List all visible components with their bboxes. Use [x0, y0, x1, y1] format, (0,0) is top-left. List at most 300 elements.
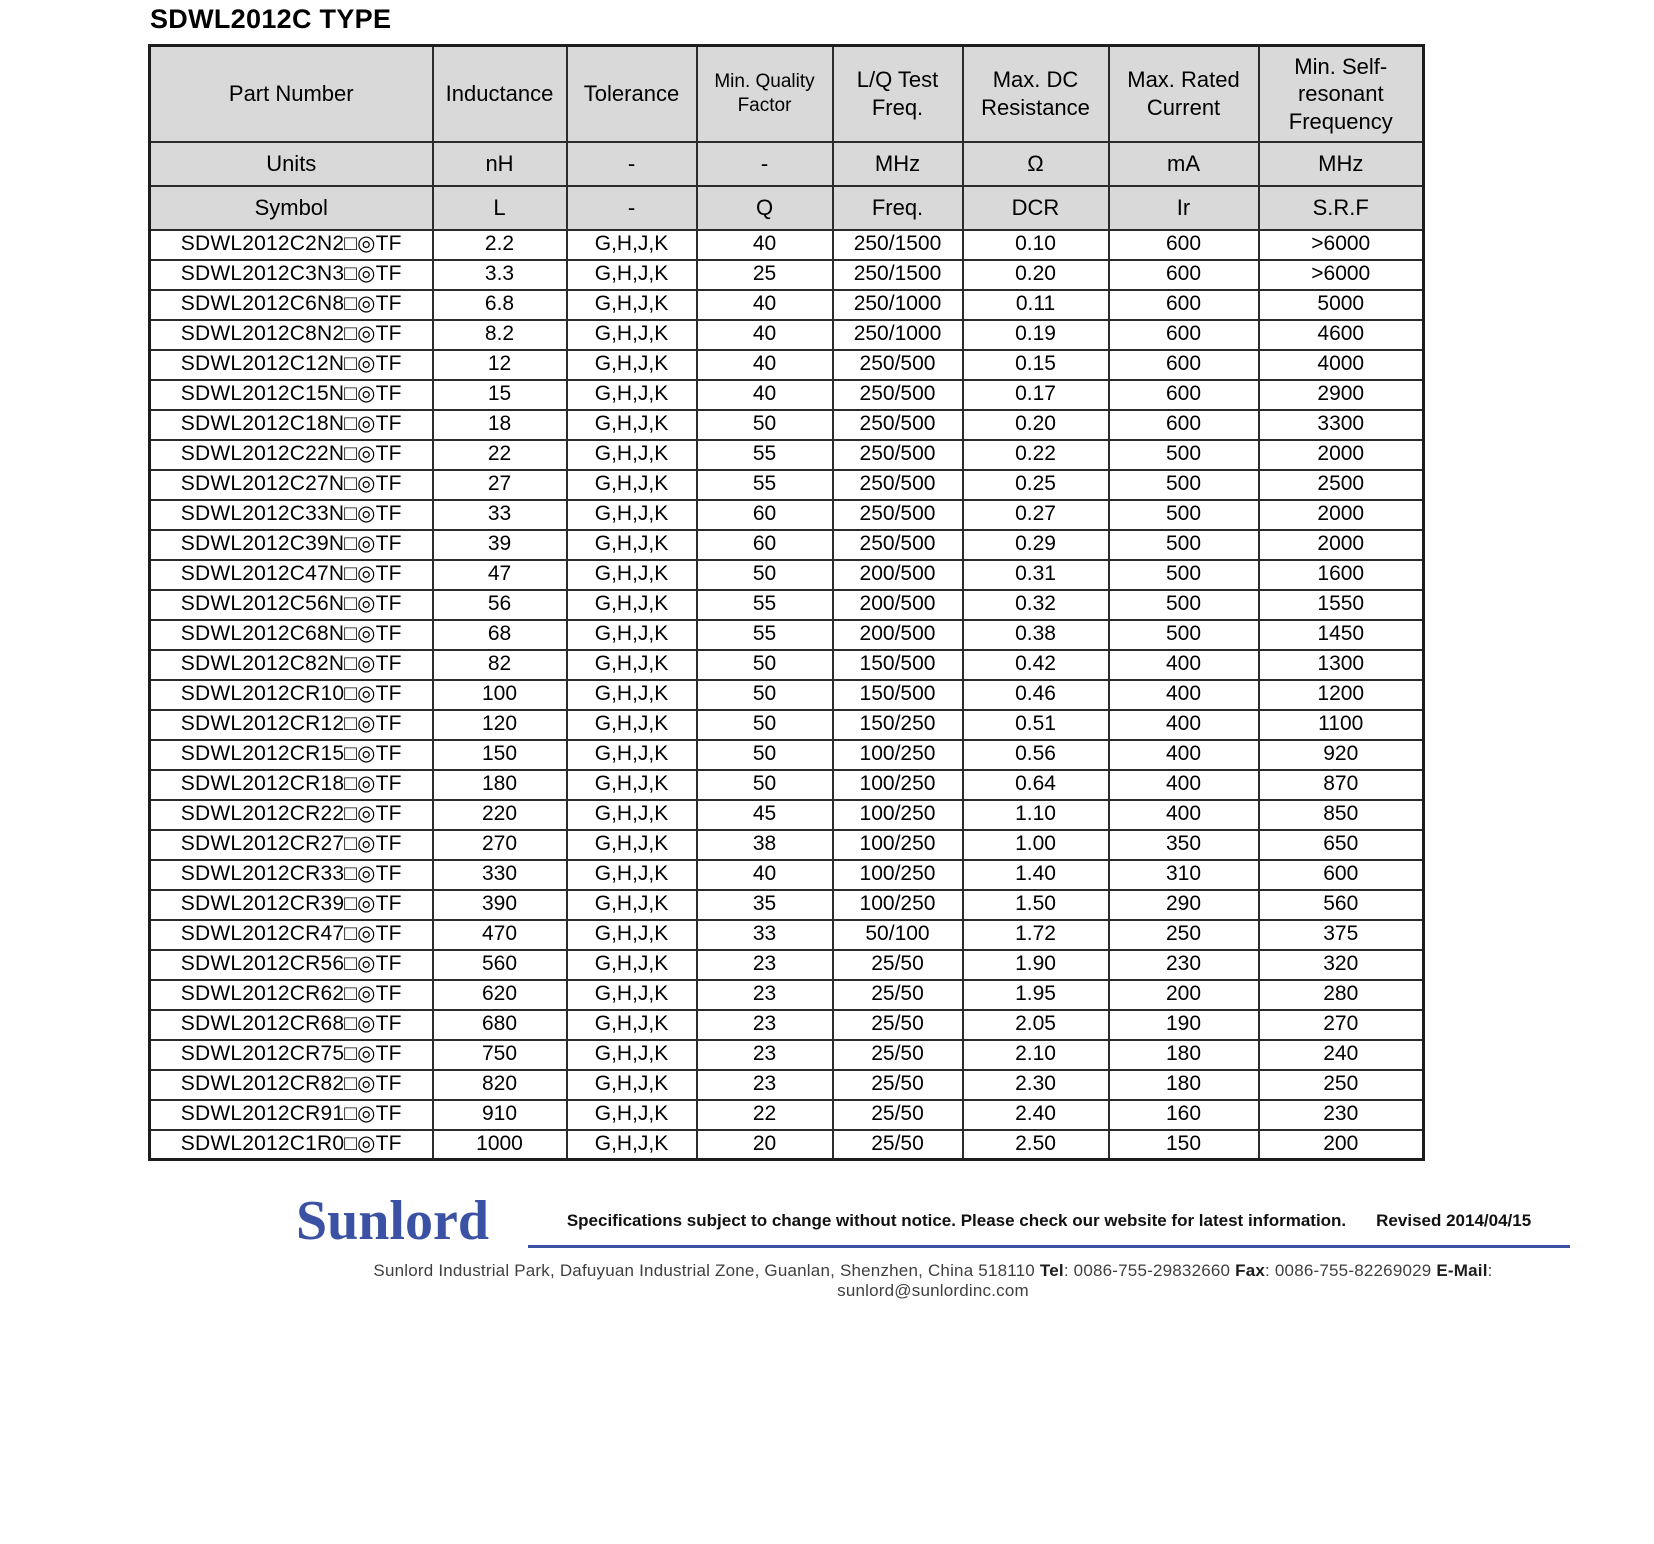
dc-resistance-cell: 2.10 [963, 1040, 1109, 1070]
col-header-dc-resistance: Max. DC Resistance [963, 46, 1109, 142]
quality-factor-cell: 55 [697, 590, 833, 620]
quality-factor-cell: 23 [697, 1070, 833, 1100]
self-resonant-freq-cell: 200 [1259, 1130, 1424, 1160]
table-row [150, 230, 1424, 260]
part-number-cell: SDWL2012CR75□◎TF [150, 1040, 433, 1070]
part-number-cell: SDWL2012C39N□◎TF [150, 530, 433, 560]
table-row [150, 800, 1424, 830]
test-freq-cell: 100/250 [833, 800, 963, 830]
dc-resistance-cell: 0.64 [963, 770, 1109, 800]
rated-current-cell: 310 [1109, 860, 1259, 890]
tolerance-cell: G,H,J,K [567, 620, 697, 650]
tolerance-cell: G,H,J,K [567, 440, 697, 470]
self-resonant-freq-cell: 4000 [1259, 350, 1424, 380]
rated-current-cell: 400 [1109, 710, 1259, 740]
self-resonant-freq-cell: 240 [1259, 1040, 1424, 1070]
tolerance-cell: G,H,J,K [567, 470, 697, 500]
table-row [150, 770, 1424, 800]
quality-factor-cell: 33 [697, 920, 833, 950]
units-cell: - [567, 142, 697, 186]
tolerance-cell: G,H,J,K [567, 950, 697, 980]
dc-resistance-cell: 1.40 [963, 860, 1109, 890]
test-freq-cell: 250/1500 [833, 230, 963, 260]
tolerance-cell: G,H,J,K [567, 980, 697, 1010]
tolerance-cell: G,H,J,K [567, 560, 697, 590]
quality-factor-cell: 35 [697, 890, 833, 920]
tolerance-cell: G,H,J,K [567, 1070, 697, 1100]
tolerance-cell: G,H,J,K [567, 380, 697, 410]
dc-resistance-cell: 0.42 [963, 650, 1109, 680]
test-freq-cell: 250/500 [833, 380, 963, 410]
table-row [150, 410, 1424, 440]
part-number-cell: SDWL2012C12N□◎TF [150, 350, 433, 380]
part-number-cell: SDWL2012CR10□◎TF [150, 680, 433, 710]
part-number-cell: SDWL2012C82N□◎TF [150, 650, 433, 680]
dc-resistance-cell: 2.30 [963, 1070, 1109, 1100]
tolerance-cell: G,H,J,K [567, 920, 697, 950]
table-body [150, 230, 1424, 1160]
table-row [150, 530, 1424, 560]
rated-current-cell: 500 [1109, 530, 1259, 560]
part-number-cell: SDWL2012C18N□◎TF [150, 410, 433, 440]
test-freq-cell: 25/50 [833, 950, 963, 980]
quality-factor-cell: 50 [697, 410, 833, 440]
symbol-cell: Q [697, 186, 833, 230]
dc-resistance-cell: 0.11 [963, 290, 1109, 320]
inductance-cell: 270 [433, 830, 567, 860]
inductance-cell: 150 [433, 740, 567, 770]
self-resonant-freq-cell: 2000 [1259, 500, 1424, 530]
address-text: Sunlord Industrial Park, Dafuyuan Industrial Zone, Guanlan, Shenzhen, China 518110 [373, 1261, 1035, 1281]
col-header-lq-test-freq: L/Q Test Freq. [833, 46, 963, 142]
table-row [150, 1010, 1424, 1040]
tolerance-cell: G,H,J,K [567, 1010, 697, 1040]
self-resonant-freq-cell: 375 [1259, 920, 1424, 950]
quality-factor-cell: 25 [697, 260, 833, 290]
inductance-cell: 33 [433, 500, 567, 530]
part-number-cell: SDWL2012C68N□◎TF [150, 620, 433, 650]
table-row [150, 650, 1424, 680]
quality-factor-cell: 40 [697, 230, 833, 260]
test-freq-cell: 150/500 [833, 650, 963, 680]
quality-factor-cell: 55 [697, 440, 833, 470]
test-freq-cell: 100/250 [833, 740, 963, 770]
table-row [150, 1130, 1424, 1160]
inductance-cell: 8.2 [433, 320, 567, 350]
part-number-cell: SDWL2012C47N□◎TF [150, 560, 433, 590]
part-number-cell: SDWL2012CR47□◎TF [150, 920, 433, 950]
part-number-cell: SDWL2012CR27□◎TF [150, 830, 433, 860]
tolerance-cell: G,H,J,K [567, 680, 697, 710]
units-cell: MHz [833, 142, 963, 186]
part-number-cell: SDWL2012C1R0□◎TF [150, 1130, 433, 1160]
tolerance-cell: G,H,J,K [567, 740, 697, 770]
test-freq-cell: 200/500 [833, 560, 963, 590]
tolerance-cell: G,H,J,K [567, 530, 697, 560]
tolerance-cell: G,H,J,K [567, 770, 697, 800]
test-freq-cell: 25/50 [833, 980, 963, 1010]
rated-current-cell: 230 [1109, 950, 1259, 980]
tel-value: : 0086-755-29832660 [1063, 1261, 1231, 1281]
rated-current-cell: 400 [1109, 770, 1259, 800]
inductance-cell: 12 [433, 350, 567, 380]
table-row [150, 1070, 1424, 1100]
inductance-cell: 120 [433, 710, 567, 740]
quality-factor-cell: 20 [697, 1130, 833, 1160]
header-row [150, 46, 1424, 142]
inductance-cell: 39 [433, 530, 567, 560]
table-row [150, 1100, 1424, 1130]
symbol-cell: Ir [1109, 186, 1259, 230]
test-freq-cell: 250/500 [833, 410, 963, 440]
dc-resistance-cell: 0.46 [963, 680, 1109, 710]
rated-current-cell: 160 [1109, 1100, 1259, 1130]
inductance-cell: 56 [433, 590, 567, 620]
table-row [150, 740, 1424, 770]
rated-current-cell: 600 [1109, 230, 1259, 260]
part-number-cell: SDWL2012CR82□◎TF [150, 1070, 433, 1100]
self-resonant-freq-cell: >6000 [1259, 230, 1424, 260]
units-cell: Ω [963, 142, 1109, 186]
inductance-cell: 820 [433, 1070, 567, 1100]
test-freq-cell: 25/50 [833, 1010, 963, 1040]
test-freq-cell: 100/250 [833, 770, 963, 800]
part-number-cell: SDWL2012CR39□◎TF [150, 890, 433, 920]
inductance-cell: 330 [433, 860, 567, 890]
inductance-cell: 6.8 [433, 290, 567, 320]
inductance-cell: 15 [433, 380, 567, 410]
part-number-cell: SDWL2012C27N□◎TF [150, 470, 433, 500]
quality-factor-cell: 50 [697, 710, 833, 740]
rated-current-cell: 190 [1109, 1010, 1259, 1040]
tolerance-cell: G,H,J,K [567, 350, 697, 380]
self-resonant-freq-cell: >6000 [1259, 260, 1424, 290]
rated-current-cell: 500 [1109, 590, 1259, 620]
table-row [150, 320, 1424, 350]
tolerance-cell: G,H,J,K [567, 1040, 697, 1070]
rated-current-cell: 350 [1109, 830, 1259, 860]
revised-date: Revised 2014/04/15 [1376, 1211, 1532, 1231]
rated-current-cell: 250 [1109, 920, 1259, 950]
self-resonant-freq-cell: 1550 [1259, 590, 1424, 620]
dc-resistance-cell: 1.72 [963, 920, 1109, 950]
test-freq-cell: 50/100 [833, 920, 963, 950]
self-resonant-freq-cell: 2000 [1259, 530, 1424, 560]
rated-current-cell: 600 [1109, 350, 1259, 380]
test-freq-cell: 200/500 [833, 620, 963, 650]
self-resonant-freq-cell: 320 [1259, 950, 1424, 980]
tolerance-cell: G,H,J,K [567, 290, 697, 320]
tolerance-cell: G,H,J,K [567, 590, 697, 620]
self-resonant-freq-cell: 850 [1259, 800, 1424, 830]
self-resonant-freq-cell: 600 [1259, 860, 1424, 890]
inductance-cell: 470 [433, 920, 567, 950]
inductance-cell: 910 [433, 1100, 567, 1130]
quality-factor-cell: 22 [697, 1100, 833, 1130]
spec-table [148, 44, 1425, 1161]
table-row [150, 350, 1424, 380]
self-resonant-freq-cell: 920 [1259, 740, 1424, 770]
self-resonant-freq-cell: 870 [1259, 770, 1424, 800]
dc-resistance-cell: 1.90 [963, 950, 1109, 980]
test-freq-cell: 250/1000 [833, 320, 963, 350]
units-label-cell: Units [150, 142, 433, 186]
col-header-self-resonant-freq: Min. Self-resonant Frequency [1259, 46, 1424, 142]
test-freq-cell: 150/250 [833, 710, 963, 740]
quality-factor-cell: 55 [697, 620, 833, 650]
symbol-label-cell: Symbol [150, 186, 433, 230]
tolerance-cell: G,H,J,K [567, 830, 697, 860]
part-number-cell: SDWL2012C33N□◎TF [150, 500, 433, 530]
rated-current-cell: 600 [1109, 320, 1259, 350]
inductance-cell: 680 [433, 1010, 567, 1040]
rated-current-cell: 400 [1109, 800, 1259, 830]
quality-factor-cell: 38 [697, 830, 833, 860]
tolerance-cell: G,H,J,K [567, 1100, 697, 1130]
table-row [150, 380, 1424, 410]
self-resonant-freq-cell: 2000 [1259, 440, 1424, 470]
self-resonant-freq-cell: 2900 [1259, 380, 1424, 410]
self-resonant-freq-cell: 2500 [1259, 470, 1424, 500]
part-number-cell: SDWL2012C2N2□◎TF [150, 230, 433, 260]
table-row [150, 620, 1424, 650]
part-number-cell: SDWL2012C3N3□◎TF [150, 260, 433, 290]
inductance-cell: 47 [433, 560, 567, 590]
symbol-cell: - [567, 186, 697, 230]
fax-label: Fax [1235, 1261, 1266, 1281]
table-row [150, 1040, 1424, 1070]
rated-current-cell: 180 [1109, 1040, 1259, 1070]
dc-resistance-cell: 0.19 [963, 320, 1109, 350]
rated-current-cell: 600 [1109, 290, 1259, 320]
dc-resistance-cell: 0.56 [963, 740, 1109, 770]
quality-factor-cell: 60 [697, 500, 833, 530]
table-row [150, 920, 1424, 950]
part-number-cell: SDWL2012CR62□◎TF [150, 980, 433, 1010]
quality-factor-cell: 55 [697, 470, 833, 500]
test-freq-cell: 100/250 [833, 830, 963, 860]
col-header-tolerance: Tolerance [567, 46, 697, 142]
dc-resistance-cell: 0.22 [963, 440, 1109, 470]
self-resonant-freq-cell: 560 [1259, 890, 1424, 920]
footer-top [296, 1190, 1570, 1252]
inductance-cell: 750 [433, 1040, 567, 1070]
tolerance-cell: G,H,J,K [567, 260, 697, 290]
test-freq-cell: 25/50 [833, 1130, 963, 1160]
self-resonant-freq-cell: 4600 [1259, 320, 1424, 350]
rated-current-cell: 400 [1109, 680, 1259, 710]
rated-current-cell: 200 [1109, 980, 1259, 1010]
self-resonant-freq-cell: 1100 [1259, 710, 1424, 740]
tolerance-cell: G,H,J,K [567, 500, 697, 530]
rated-current-cell: 150 [1109, 1130, 1259, 1160]
table-row [150, 860, 1424, 890]
rated-current-cell: 180 [1109, 1070, 1259, 1100]
test-freq-cell: 100/250 [833, 860, 963, 890]
dc-resistance-cell: 0.51 [963, 710, 1109, 740]
inductance-cell: 390 [433, 890, 567, 920]
dc-resistance-cell: 0.38 [963, 620, 1109, 650]
table-row [150, 890, 1424, 920]
inductance-cell: 2.2 [433, 230, 567, 260]
part-number-cell: SDWL2012CR22□◎TF [150, 800, 433, 830]
dc-resistance-cell: 1.95 [963, 980, 1109, 1010]
quality-factor-cell: 40 [697, 350, 833, 380]
symbol-row [150, 186, 1424, 230]
col-header-quality-factor: Min. Quality Factor [697, 46, 833, 142]
table-row [150, 470, 1424, 500]
test-freq-cell: 250/500 [833, 440, 963, 470]
table-row [150, 500, 1424, 530]
inductance-cell: 82 [433, 650, 567, 680]
quality-factor-cell: 23 [697, 950, 833, 980]
rated-current-cell: 400 [1109, 650, 1259, 680]
symbol-cell: L [433, 186, 567, 230]
quality-factor-cell: 40 [697, 320, 833, 350]
footer-divider-line [528, 1211, 1570, 1248]
rated-current-cell: 600 [1109, 380, 1259, 410]
rated-current-cell: 500 [1109, 560, 1259, 590]
part-number-cell: SDWL2012CR68□◎TF [150, 1010, 433, 1040]
inductance-cell: 560 [433, 950, 567, 980]
test-freq-cell: 250/500 [833, 500, 963, 530]
self-resonant-freq-cell: 230 [1259, 1100, 1424, 1130]
tolerance-cell: G,H,J,K [567, 650, 697, 680]
rated-current-cell: 600 [1109, 260, 1259, 290]
self-resonant-freq-cell: 3300 [1259, 410, 1424, 440]
units-row [150, 142, 1424, 186]
inductance-cell: 620 [433, 980, 567, 1010]
self-resonant-freq-cell: 250 [1259, 1070, 1424, 1100]
test-freq-cell: 25/50 [833, 1100, 963, 1130]
dc-resistance-cell: 2.05 [963, 1010, 1109, 1040]
dc-resistance-cell: 0.31 [963, 560, 1109, 590]
rated-current-cell: 500 [1109, 620, 1259, 650]
email-label: E-Mail [1436, 1261, 1488, 1281]
test-freq-cell: 250/500 [833, 530, 963, 560]
disclaimer-text: Specifications subject to change without notice. Please check our website for latest information. [566, 1211, 1347, 1231]
inductance-cell: 220 [433, 800, 567, 830]
quality-factor-cell: 23 [697, 1010, 833, 1040]
inductance-cell: 180 [433, 770, 567, 800]
part-number-cell: SDWL2012CR33□◎TF [150, 860, 433, 890]
self-resonant-freq-cell: 1200 [1259, 680, 1424, 710]
dc-resistance-cell: 2.50 [963, 1130, 1109, 1160]
email-value: : sunlord@sunlordinc.com [837, 1261, 1493, 1301]
symbol-cell: Freq. [833, 186, 963, 230]
quality-factor-cell: 50 [697, 650, 833, 680]
test-freq-cell: 150/500 [833, 680, 963, 710]
dc-resistance-cell: 1.10 [963, 800, 1109, 830]
dc-resistance-cell: 0.25 [963, 470, 1109, 500]
quality-factor-cell: 40 [697, 290, 833, 320]
table-row [150, 830, 1424, 860]
units-cell: MHz [1259, 142, 1424, 186]
dc-resistance-cell: 0.17 [963, 380, 1109, 410]
table-row [150, 560, 1424, 590]
units-cell: mA [1109, 142, 1259, 186]
quality-factor-cell: 50 [697, 770, 833, 800]
tolerance-cell: G,H,J,K [567, 1130, 697, 1160]
dc-resistance-cell: 0.20 [963, 260, 1109, 290]
rated-current-cell: 500 [1109, 470, 1259, 500]
test-freq-cell: 25/50 [833, 1040, 963, 1070]
tolerance-cell: G,H,J,K [567, 230, 697, 260]
test-freq-cell: 250/500 [833, 350, 963, 380]
page-footer [296, 1190, 1570, 1301]
dc-resistance-cell: 0.10 [963, 230, 1109, 260]
dc-resistance-cell: 2.40 [963, 1100, 1109, 1130]
col-header-part-number: Part Number [150, 46, 433, 142]
test-freq-cell: 250/500 [833, 470, 963, 500]
self-resonant-freq-cell: 1600 [1259, 560, 1424, 590]
part-number-cell: SDWL2012C22N□◎TF [150, 440, 433, 470]
quality-factor-cell: 60 [697, 530, 833, 560]
dc-resistance-cell: 0.32 [963, 590, 1109, 620]
tel-label: Tel [1039, 1261, 1064, 1281]
test-freq-cell: 250/1000 [833, 290, 963, 320]
quality-factor-cell: 23 [697, 980, 833, 1010]
dc-resistance-cell: 0.15 [963, 350, 1109, 380]
sunlord-logo: Sunlord [296, 1190, 489, 1252]
rated-current-cell: 500 [1109, 440, 1259, 470]
fax-value: : 0086-755-82269029 [1265, 1261, 1432, 1281]
table-row [150, 260, 1424, 290]
dc-resistance-cell: 0.27 [963, 500, 1109, 530]
quality-factor-cell: 50 [697, 560, 833, 590]
self-resonant-freq-cell: 1300 [1259, 650, 1424, 680]
table-row [150, 440, 1424, 470]
table-row [150, 290, 1424, 320]
tolerance-cell: G,H,J,K [567, 890, 697, 920]
quality-factor-cell: 40 [697, 380, 833, 410]
self-resonant-freq-cell: 270 [1259, 1010, 1424, 1040]
inductance-cell: 27 [433, 470, 567, 500]
inductance-cell: 3.3 [433, 260, 567, 290]
part-number-cell: SDWL2012CR91□◎TF [150, 1100, 433, 1130]
part-number-cell: SDWL2012C56N□◎TF [150, 590, 433, 620]
self-resonant-freq-cell: 1450 [1259, 620, 1424, 650]
quality-factor-cell: 50 [697, 680, 833, 710]
tolerance-cell: G,H,J,K [567, 710, 697, 740]
units-cell: - [697, 142, 833, 186]
self-resonant-freq-cell: 280 [1259, 980, 1424, 1010]
inductance-cell: 22 [433, 440, 567, 470]
test-freq-cell: 250/1500 [833, 260, 963, 290]
part-number-cell: SDWL2012CR18□◎TF [150, 770, 433, 800]
dc-resistance-cell: 1.00 [963, 830, 1109, 860]
dc-resistance-cell: 0.29 [963, 530, 1109, 560]
tolerance-cell: G,H,J,K [567, 860, 697, 890]
part-number-cell: SDWL2012C8N2□◎TF [150, 320, 433, 350]
quality-factor-cell: 50 [697, 740, 833, 770]
quality-factor-cell: 45 [697, 800, 833, 830]
dc-resistance-cell: 0.20 [963, 410, 1109, 440]
table-row [150, 710, 1424, 740]
rated-current-cell: 400 [1109, 740, 1259, 770]
test-freq-cell: 100/250 [833, 890, 963, 920]
inductance-cell: 100 [433, 680, 567, 710]
quality-factor-cell: 40 [697, 860, 833, 890]
test-freq-cell: 25/50 [833, 1070, 963, 1100]
table-row [150, 980, 1424, 1010]
rated-current-cell: 600 [1109, 410, 1259, 440]
rated-current-cell: 500 [1109, 500, 1259, 530]
part-number-cell: SDWL2012CR56□◎TF [150, 950, 433, 980]
self-resonant-freq-cell: 650 [1259, 830, 1424, 860]
units-cell: nH [433, 142, 567, 186]
symbol-cell: S.R.F [1259, 186, 1424, 230]
